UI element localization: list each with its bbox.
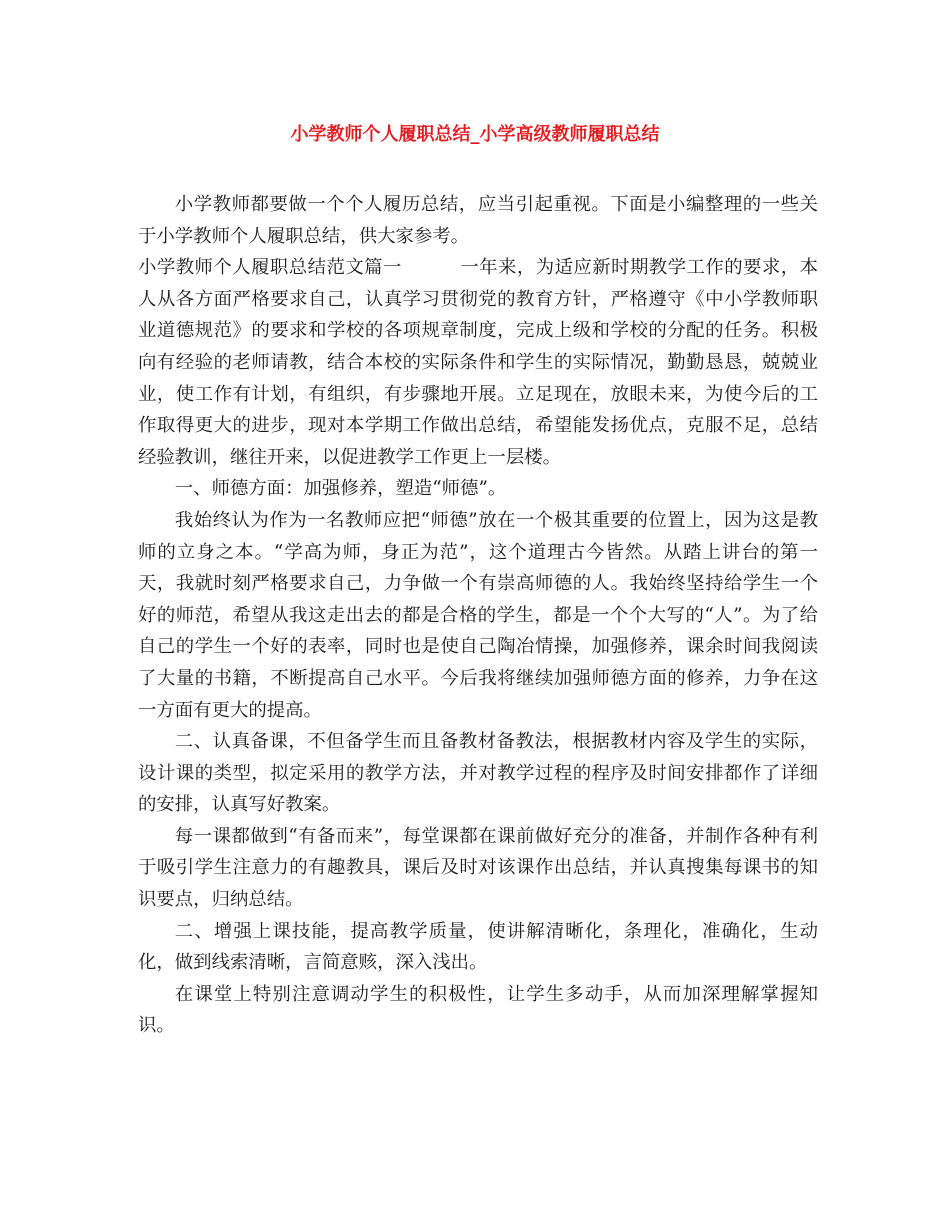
paragraph-ethics-heading: 一、师德方面：加强修养，塑造“师德”。 (174, 478, 507, 500)
paragraph-preparation: 二、认真备课，不但备学生而且备教材备教法，根据教材内容及学生的实际，设计课的类型，拟定采用的教学方法，并对教学过程的程序及时间安排都作了详细的安排，认真写好教案。 (138, 731, 818, 816)
paragraph-classroom: 在课堂上特别注意调动学生的积极性，让学生多动手，从而加深理解掌握知识。 (138, 983, 818, 1037)
section-paragraph (138, 252, 818, 473)
paragraph-teaching-skills: 二、增强上课技能，提高教学质量，使讲解清晰化，条理化，准确化，生动化，做到线索清晰，言简意赅，深入浅出。 (138, 920, 818, 974)
paragraph-ethics-body: 我始终认为作为一名教师应把“师德”放在一个极其重要的位置上，因为这是教师的立身之本。“学高为师，身正为范”，这个道理古今皆然。从踏上讲台的第一天，我就时刻严格要求自己，力争做一个有崇高师德的人。我始终坚持给学生一个好的师范，希望从我这走出去的都是合格的学生，都是一个个大写的“人”。为了给自己的学生一个好的表率，同时也是使自己陶冶情操，加强修养，课余时间我阅读了大量的书籍，不断提高自己水平。今后我将继续加强师德方面的修养，力争在这一方面有更大的提高。 (138, 509, 818, 721)
section-heading: 小学教师个人履职总结范文篇一 (138, 257, 402, 279)
section-body: 一年来，为适应新时期教学工作的要求，本人从各方面严格要求自己，认真学习贯彻党的教育方针，严格遵守《中小学教师职业道德规范》的要求和学校的各项规章制度，完成上级和学校的分配的任务。积极向有经验的老师请教，结合本校的实际条件和学生的实际情况，勤勤恳恳，兢兢业业，使工作有计划，有组织，有步骤地开展。立足现在，放眼未来，为使今后的工作取得更大的进步，现对本学期工作做出总结，希望能发扬优点，克服不足，总结经验教训，继往开来，以促进教学工作更上一层楼。 (138, 257, 818, 468)
document-title: 小学教师个人履职总结_小学高级教师履职总结 (290, 124, 660, 145)
intro-paragraph: 小学教师都要做一个个人履历总结，应当引起重视。下面是小编整理的一些关于小学教师个人履职总结，供大家参考。 (138, 194, 818, 247)
paragraph-every-lesson: 每一课都做到“有备而来”，每堂课都在课前做好充分的准备，并制作各种有利于吸引学生注意力的有趣教具，课后及时对该课作出总结，并认真搜集每课书的知识要点，归纳总结。 (138, 825, 818, 911)
document-body (138, 189, 818, 1042)
